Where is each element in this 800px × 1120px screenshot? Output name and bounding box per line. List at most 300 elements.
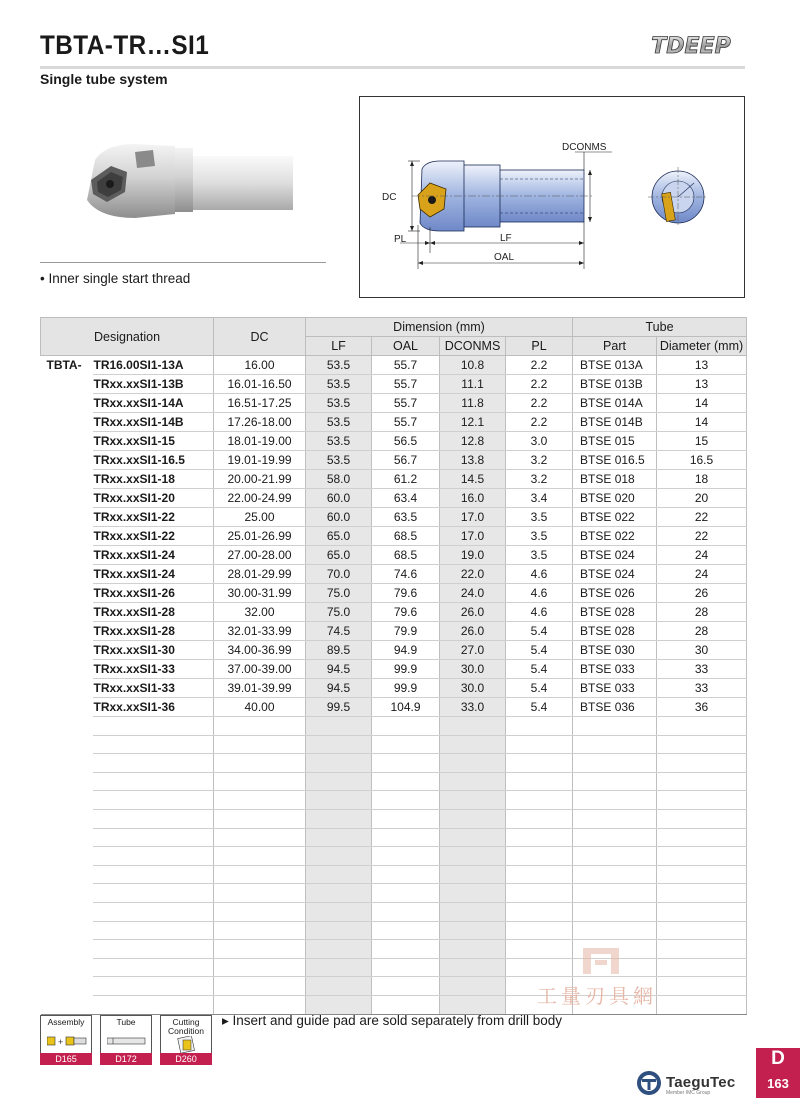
cell-dc <box>214 809 306 828</box>
cell-tube-part <box>573 754 657 773</box>
cell-tube-diameter <box>657 865 747 884</box>
table-row <box>41 489 747 508</box>
cell-pl <box>506 717 573 736</box>
cell-dconms: 14.5 <box>440 470 506 489</box>
cell-tube-diameter: 13 <box>657 375 747 394</box>
cell-pl: 2.2 <box>506 394 573 413</box>
cell-tube-part <box>573 735 657 754</box>
cell-dc: 32.00 <box>214 603 306 622</box>
cell-lf: 99.5 <box>306 698 372 717</box>
designation-prefix <box>41 828 93 847</box>
cell-tube-part <box>573 847 657 866</box>
footer-note: ▸ Insert and guide pad are sold separately from drill body <box>222 1013 562 1028</box>
cell-dc: 34.00-36.99 <box>214 641 306 660</box>
cell-pl: 3.2 <box>506 451 573 470</box>
designation-prefix <box>41 432 93 451</box>
cell-dc: 27.00-28.00 <box>214 546 306 565</box>
cell-pl <box>506 809 573 828</box>
cell-designation: TRxx.xxSI1-18 <box>93 470 214 489</box>
cell-dconms <box>440 902 506 921</box>
cell-tube-diameter: 24 <box>657 546 747 565</box>
table-row <box>41 470 747 489</box>
cell-oal: 68.5 <box>372 546 440 565</box>
cell-lf: 65.0 <box>306 527 372 546</box>
cell-dconms <box>440 977 506 996</box>
cell-designation: TRxx.xxSI1-24 <box>93 546 214 565</box>
image-divider <box>40 262 326 263</box>
cell-oal <box>372 921 440 940</box>
assembly-ref-label: Assembly <box>47 1017 85 1027</box>
cell-tube-diameter: 24 <box>657 565 747 584</box>
designation-prefix <box>41 641 93 660</box>
cell-tube-diameter: 14 <box>657 394 747 413</box>
cell-tube-part <box>573 809 657 828</box>
cell-lf: 75.0 <box>306 584 372 603</box>
feature-bullet: • Inner single start thread <box>40 271 191 286</box>
designation-prefix <box>41 865 93 884</box>
cell-dc <box>214 791 306 810</box>
cell-tube-part: BTSE 022 <box>573 508 657 527</box>
brand-name: TaeguTec <box>666 1074 736 1091</box>
cell-dconms: 26.0 <box>440 622 506 641</box>
cell-tube-part: BTSE 018 <box>573 470 657 489</box>
cell-pl: 4.6 <box>506 565 573 584</box>
header-tube: Tube <box>573 318 747 337</box>
cell-dc <box>214 865 306 884</box>
cell-dc <box>214 977 306 996</box>
cell-tube-part: BTSE 028 <box>573 622 657 641</box>
table-row <box>41 660 747 679</box>
cell-lf <box>306 884 372 903</box>
cell-dc <box>214 735 306 754</box>
cell-oal: 99.9 <box>372 660 440 679</box>
cell-tube-diameter <box>657 884 747 903</box>
empty-row <box>41 921 747 940</box>
table-row <box>41 698 747 717</box>
cell-pl <box>506 791 573 810</box>
header-part: Part <box>573 337 657 356</box>
cell-tube-diameter: 15 <box>657 432 747 451</box>
cell-lf <box>306 791 372 810</box>
drill-head-image <box>75 130 305 230</box>
cell-designation <box>93 884 214 903</box>
cell-designation: TRxx.xxSI1-16.5 <box>93 451 214 470</box>
cell-tube-diameter: 22 <box>657 527 747 546</box>
cell-dc <box>214 717 306 736</box>
designation-prefix <box>41 977 93 996</box>
cell-dconms: 24.0 <box>440 584 506 603</box>
cell-oal: 68.5 <box>372 527 440 546</box>
cell-lf <box>306 995 372 1014</box>
cell-dc: 18.01-19.00 <box>214 432 306 451</box>
header-dimension: Dimension (mm) <box>306 318 573 337</box>
cell-lf <box>306 940 372 959</box>
cell-pl: 3.0 <box>506 432 573 451</box>
cell-lf: 53.5 <box>306 394 372 413</box>
table-row <box>41 356 747 375</box>
table-row <box>41 565 747 584</box>
cell-pl: 5.4 <box>506 660 573 679</box>
cell-tube-diameter <box>657 847 747 866</box>
empty-row <box>41 865 747 884</box>
designation-prefix <box>41 902 93 921</box>
cell-designation <box>93 847 214 866</box>
cell-designation: TRxx.xxSI1-30 <box>93 641 214 660</box>
cell-dc: 40.00 <box>214 698 306 717</box>
tube-ref-box[interactable] <box>100 1015 152 1057</box>
cell-dc: 16.01-16.50 <box>214 375 306 394</box>
table-row <box>41 451 747 470</box>
page-subtitle: Single tube system <box>40 71 168 87</box>
cell-oal <box>372 884 440 903</box>
cell-dc: 19.01-19.99 <box>214 451 306 470</box>
cell-tube-diameter: 33 <box>657 660 747 679</box>
cell-dc: 30.00-31.99 <box>214 584 306 603</box>
cell-dc: 39.01-39.99 <box>214 679 306 698</box>
empty-row <box>41 847 747 866</box>
cell-tube-part: BTSE 013A <box>573 356 657 375</box>
cell-dc: 25.00 <box>214 508 306 527</box>
cell-oal <box>372 977 440 996</box>
cell-designation: TRxx.xxSI1-15 <box>93 432 214 451</box>
cell-lf: 53.5 <box>306 375 372 394</box>
cell-dc <box>214 958 306 977</box>
cell-lf: 65.0 <box>306 546 372 565</box>
cell-lf <box>306 754 372 773</box>
cell-pl: 4.6 <box>506 603 573 622</box>
cell-dc: 22.00-24.99 <box>214 489 306 508</box>
table-row <box>41 622 747 641</box>
designation-prefix <box>41 772 93 791</box>
designation-prefix <box>41 847 93 866</box>
cell-oal <box>372 958 440 977</box>
empty-row <box>41 754 747 773</box>
lf-label: LF <box>500 233 512 244</box>
cell-dconms: 12.8 <box>440 432 506 451</box>
cell-dconms <box>440 791 506 810</box>
watermark-text: 工量刃具網 <box>537 984 657 1008</box>
cell-dc: 17.26-18.00 <box>214 413 306 432</box>
cell-pl: 2.2 <box>506 375 573 394</box>
table-row <box>41 508 747 527</box>
assembly-ref-box[interactable] <box>40 1015 92 1057</box>
cell-oal <box>372 772 440 791</box>
cell-dconms: 16.0 <box>440 489 506 508</box>
cell-dconms: 27.0 <box>440 641 506 660</box>
cell-tube-part <box>573 828 657 847</box>
cell-dconms <box>440 921 506 940</box>
cell-dc: 16.51-17.25 <box>214 394 306 413</box>
cell-pl <box>506 884 573 903</box>
header-designation: Designation <box>41 318 214 356</box>
cell-lf <box>306 809 372 828</box>
title-divider <box>40 66 745 69</box>
cell-tube-diameter: 13 <box>657 356 747 375</box>
cell-dconms: 17.0 <box>440 508 506 527</box>
cell-tube-part: BTSE 030 <box>573 641 657 660</box>
cell-tube-part: BTSE 036 <box>573 698 657 717</box>
cell-dconms <box>440 847 506 866</box>
cell-pl <box>506 735 573 754</box>
cell-designation: TRxx.xxSI1-20 <box>93 489 214 508</box>
cell-dconms <box>440 940 506 959</box>
designation-prefix <box>41 921 93 940</box>
cell-dconms <box>440 717 506 736</box>
cell-tube-diameter <box>657 809 747 828</box>
cell-dconms: 10.8 <box>440 356 506 375</box>
specification-table-body <box>41 356 747 1015</box>
cutting-condition-ref-page[interactable]: D260 <box>160 1053 212 1065</box>
cell-dconms <box>440 735 506 754</box>
cell-designation <box>93 865 214 884</box>
designation-prefix <box>41 660 93 679</box>
header-dc: DC <box>214 318 306 356</box>
designation-prefix <box>41 527 93 546</box>
cell-pl <box>506 754 573 773</box>
header-diameter: Diameter (mm) <box>657 337 747 356</box>
cell-lf: 74.5 <box>306 622 372 641</box>
tube-ref-page[interactable]: D172 <box>100 1053 152 1065</box>
designation-prefix <box>41 958 93 977</box>
cell-pl <box>506 847 573 866</box>
cell-oal: 63.4 <box>372 489 440 508</box>
empty-row <box>41 828 747 847</box>
assembly-ref-page[interactable]: D165 <box>40 1053 92 1065</box>
cell-dc <box>214 847 306 866</box>
cutting-condition-ref-box[interactable] <box>160 1015 212 1057</box>
cell-oal: 74.6 <box>372 565 440 584</box>
designation-prefix <box>41 622 93 641</box>
cell-oal: 94.9 <box>372 641 440 660</box>
cell-pl: 3.4 <box>506 489 573 508</box>
cell-oal <box>372 865 440 884</box>
cell-oal: 99.9 <box>372 679 440 698</box>
cell-tube-diameter <box>657 921 747 940</box>
cell-oal: 61.2 <box>372 470 440 489</box>
designation-prefix <box>41 679 93 698</box>
cell-dc: 20.00-21.99 <box>214 470 306 489</box>
designation-prefix <box>41 451 93 470</box>
cell-tube-part <box>573 772 657 791</box>
cell-dc: 37.00-39.00 <box>214 660 306 679</box>
cell-oal <box>372 809 440 828</box>
section-letter: D <box>771 1048 785 1069</box>
empty-row <box>41 902 747 921</box>
cell-tube-diameter <box>657 772 747 791</box>
header-pl: PL <box>506 337 573 356</box>
cell-tube-diameter <box>657 754 747 773</box>
cell-tube-diameter: 14 <box>657 413 747 432</box>
taegutec-logo-icon <box>636 1070 662 1096</box>
oal-label: OAL <box>494 252 515 263</box>
page-number: 163 <box>767 1076 789 1091</box>
cell-oal: 79.6 <box>372 603 440 622</box>
table-row <box>41 679 747 698</box>
cell-designation: TRxx.xxSI1-14A <box>93 394 214 413</box>
section-tab[interactable] <box>756 1048 800 1098</box>
cell-dc <box>214 754 306 773</box>
designation-prefix <box>41 884 93 903</box>
cell-dc <box>214 902 306 921</box>
cell-dconms <box>440 884 506 903</box>
cell-oal <box>372 902 440 921</box>
cell-oal: 56.7 <box>372 451 440 470</box>
cell-lf: 94.5 <box>306 679 372 698</box>
cell-oal: 56.5 <box>372 432 440 451</box>
cell-lf: 53.5 <box>306 432 372 451</box>
designation-prefix <box>41 413 93 432</box>
cell-tube-part: BTSE 022 <box>573 527 657 546</box>
cell-tube-part <box>573 717 657 736</box>
cell-tube-diameter: 30 <box>657 641 747 660</box>
tube-icon <box>107 1036 147 1046</box>
dconms-label: DCONMS <box>562 142 607 153</box>
cell-lf: 58.0 <box>306 470 372 489</box>
cell-dconms <box>440 958 506 977</box>
cell-dc: 32.01-33.99 <box>214 622 306 641</box>
cell-tube-diameter: 36 <box>657 698 747 717</box>
cell-tube-diameter <box>657 791 747 810</box>
cell-dconms: 17.0 <box>440 527 506 546</box>
header-lf: LF <box>306 337 372 356</box>
cell-pl: 5.4 <box>506 679 573 698</box>
cell-dconms <box>440 754 506 773</box>
table-row <box>41 413 747 432</box>
table-row <box>41 432 747 451</box>
empty-row <box>41 735 747 754</box>
cell-oal: 55.7 <box>372 356 440 375</box>
cutting-condition-ref-label: Cutting Condition <box>168 1017 204 1036</box>
dc-label: DC <box>382 192 397 203</box>
cell-designation: TRxx.xxSI1-22 <box>93 508 214 527</box>
cell-pl: 5.4 <box>506 698 573 717</box>
cell-dconms: 26.0 <box>440 603 506 622</box>
cell-lf <box>306 735 372 754</box>
cell-lf: 53.5 <box>306 451 372 470</box>
cutting-condition-icon <box>177 1036 199 1054</box>
designation-prefix <box>41 754 93 773</box>
cell-lf: 53.5 <box>306 413 372 432</box>
table-row <box>41 527 747 546</box>
cell-designation: TRxx.xxSI1-24 <box>93 565 214 584</box>
cell-lf <box>306 865 372 884</box>
cell-lf: 60.0 <box>306 508 372 527</box>
table-row <box>41 375 747 394</box>
cell-pl: 5.4 <box>506 622 573 641</box>
cell-designation: TR16.00SI1-13A <box>93 356 214 375</box>
cell-lf <box>306 902 372 921</box>
cell-tube-part <box>573 791 657 810</box>
cell-dc <box>214 828 306 847</box>
cell-oal <box>372 995 440 1014</box>
cell-designation <box>93 791 214 810</box>
cell-dc <box>214 995 306 1014</box>
cell-tube-part: BTSE 013B <box>573 375 657 394</box>
cell-lf <box>306 921 372 940</box>
cell-dconms: 19.0 <box>440 546 506 565</box>
cell-oal <box>372 754 440 773</box>
cell-tube-part: BTSE 015 <box>573 432 657 451</box>
cell-dc: 28.01-29.99 <box>214 565 306 584</box>
cell-tube-part: BTSE 014B <box>573 413 657 432</box>
cell-dc <box>214 772 306 791</box>
designation-prefix <box>41 940 93 959</box>
cell-designation <box>93 921 214 940</box>
cell-pl <box>506 772 573 791</box>
cell-tube-part: BTSE 026 <box>573 584 657 603</box>
designation-prefix <box>41 735 93 754</box>
cell-oal: 55.7 <box>372 413 440 432</box>
cell-dconms: 12.1 <box>440 413 506 432</box>
cell-pl: 2.2 <box>506 413 573 432</box>
cell-tube-part: BTSE 016.5 <box>573 451 657 470</box>
empty-row <box>41 717 747 736</box>
cell-lf: 60.0 <box>306 489 372 508</box>
cell-dconms: 33.0 <box>440 698 506 717</box>
designation-prefix <box>41 698 93 717</box>
cell-designation: TRxx.xxSI1-28 <box>93 603 214 622</box>
cell-oal <box>372 847 440 866</box>
drawing-end-view <box>648 167 708 227</box>
designation-prefix <box>41 375 93 394</box>
cell-pl: 4.6 <box>506 584 573 603</box>
cell-tube-part: BTSE 033 <box>573 660 657 679</box>
cell-lf: 94.5 <box>306 660 372 679</box>
cell-lf <box>306 717 372 736</box>
cell-designation <box>93 828 214 847</box>
cell-designation <box>93 977 214 996</box>
table-row <box>41 546 747 565</box>
designation-prefix <box>41 584 93 603</box>
cell-designation <box>93 809 214 828</box>
cell-lf <box>306 772 372 791</box>
cell-tube-diameter <box>657 828 747 847</box>
cell-dconms <box>440 772 506 791</box>
cell-dconms: 30.0 <box>440 660 506 679</box>
empty-row <box>41 772 747 791</box>
designation-prefix: TBTA- <box>46 358 82 373</box>
cell-tube-diameter: 20 <box>657 489 747 508</box>
cell-tube-part: BTSE 020 <box>573 489 657 508</box>
header-dconms: DCONMS <box>440 337 506 356</box>
cell-oal: 104.9 <box>372 698 440 717</box>
designation-prefix <box>41 809 93 828</box>
cell-tube-part <box>573 902 657 921</box>
cell-tube-part: BTSE 024 <box>573 546 657 565</box>
cell-tube-diameter <box>657 902 747 921</box>
page-title: TBTA-TR…SI1 <box>40 30 210 60</box>
empty-row <box>41 809 747 828</box>
cell-designation: TRxx.xxSI1-13B <box>93 375 214 394</box>
table-row <box>41 603 747 622</box>
cell-tube-part: BTSE 033 <box>573 679 657 698</box>
cell-dconms <box>440 995 506 1014</box>
cell-designation <box>93 754 214 773</box>
cell-designation: TRxx.xxSI1-26 <box>93 584 214 603</box>
cell-dconms <box>440 809 506 828</box>
taegutec-brand <box>636 1068 752 1098</box>
designation-prefix <box>41 717 93 736</box>
cell-pl: 3.5 <box>506 508 573 527</box>
designation-prefix <box>41 489 93 508</box>
cell-lf: 53.5 <box>306 356 372 375</box>
cell-lf: 70.0 <box>306 565 372 584</box>
cell-oal <box>372 735 440 754</box>
cell-tube-part <box>573 921 657 940</box>
cell-designation: TRxx.xxSI1-28 <box>93 622 214 641</box>
cell-oal: 79.6 <box>372 584 440 603</box>
cell-lf <box>306 977 372 996</box>
